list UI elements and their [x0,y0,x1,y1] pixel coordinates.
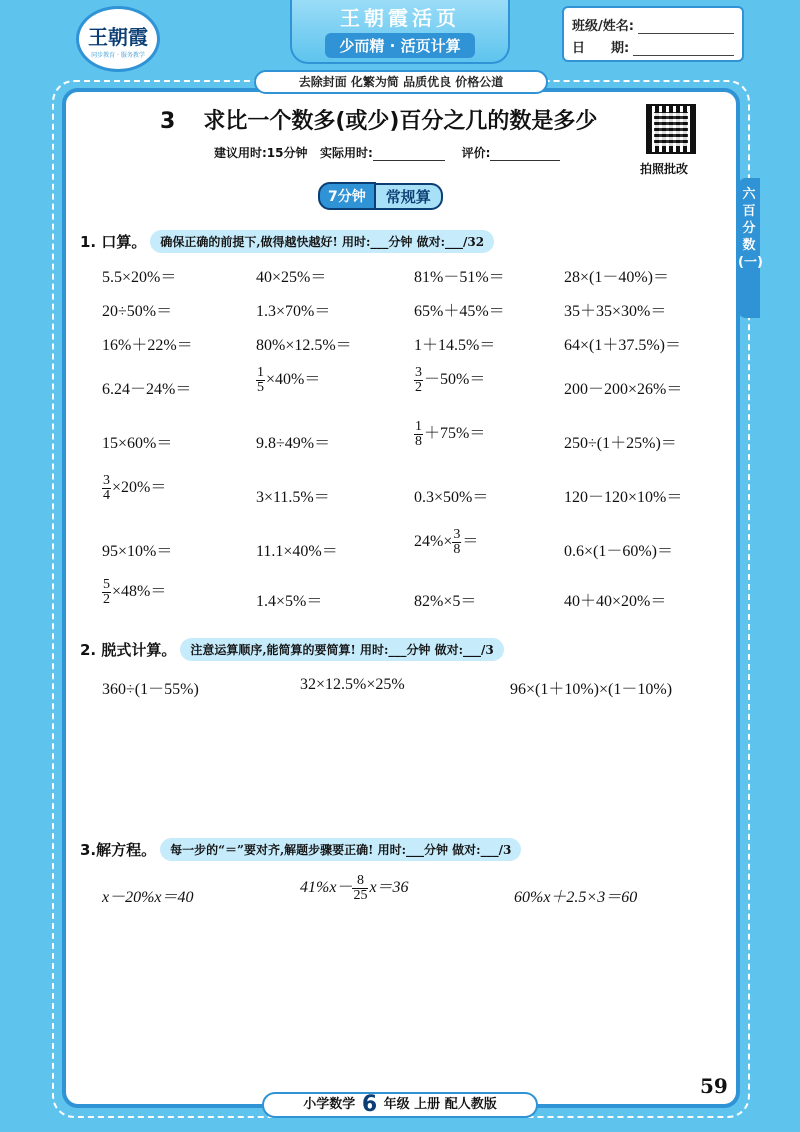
oral-problem: 24%× $\frac{3}{8}$ ＝ [414,527,479,557]
brand-subtitle: 少而精 · 活页计算 [325,33,474,58]
footer-subject: 小学数学 [303,1097,356,1112]
fraction: $\frac{8}{25}$ [353,873,368,903]
oral-problem: 9.8÷49%＝ [256,435,331,452]
equation: x－20%x＝40 [102,889,194,906]
fraction: $\frac{3}{8}$ [453,527,461,557]
qr-code-icon[interactable] [646,104,696,154]
oral-problem: 20÷50%＝ [102,303,173,320]
footer-edition: 年级 上册 配人教版 [383,1097,497,1112]
oral-problem: 120－120×10%＝ [564,489,683,506]
step-calc-problem: 360÷(1－55%) [102,681,199,698]
section-oral-tip: 确保正确的前提下,做得越快越好! 用时:___分钟 做对:___/32 [150,230,494,253]
section-step-tip: 注意运算顺序,能简算的要简算! 用时:___分钟 做对:___/3 [180,638,503,661]
lesson-title: 求比一个数多(或少)百分之几的数是多少 [203,109,598,134]
actual-time-label: 实际用时: [320,146,373,160]
class-name-field[interactable] [638,19,734,34]
oral-problem: 40×25%＝ [256,269,327,286]
section-equation-title: 3.解方程。 [80,841,157,859]
oral-problem: 1.4×5%＝ [256,593,323,610]
qr-label: 拍照批改 [640,162,689,176]
lesson-number: 3 [160,109,176,134]
oral-problem: 80%×12.5%＝ [256,337,352,354]
logo-text: 王朝霞 [88,25,148,49]
section-step-title: 2. 脱式计算。 [80,641,177,659]
oral-problem: 15×60%＝ [102,435,173,452]
badge-time: 7分钟 [318,182,376,210]
actual-time-field[interactable] [373,148,445,161]
section-equation-tip: 每一步的“＝”要对齐,解题步骤要正确! 用时:___分钟 做对:___/3 [160,838,521,861]
oral-problem: 64×(1＋37.5%)＝ [564,337,682,354]
oral-problem: 1.3×70%＝ [256,303,331,320]
step-calc-problem: 96×(1＋10%)×(1－10%) [510,681,673,698]
oral-problem: 65%＋45%＝ [414,303,505,320]
oral-problem: $\frac{3}{4}$ ×20%＝ [103,473,167,503]
fraction: $\frac{5}{2}$ [103,577,110,607]
suggested-time: 建议用时:15分钟 [214,146,308,160]
footer-banner [262,1092,538,1118]
oral-problem: 81%－51%＝ [414,269,505,286]
page-title [160,104,640,135]
date-field[interactable] [633,41,734,56]
page-number: 59 [700,1074,728,1098]
oral-problem: 0.3×50%＝ [414,489,489,506]
oral-problem: 82%×5＝ [414,593,477,610]
slogan-banner: 去除封面 化繁为简 品质优良 价格公道 [254,70,548,94]
section-step-header [80,638,504,661]
oral-problem: 1＋14.5%＝ [414,337,496,354]
oral-problem: $\frac{1}{5}$ ×40%＝ [257,365,321,395]
oral-problem: 11.1×40%＝ [256,543,338,560]
header-band [290,0,510,64]
oral-problem: 200－200×26%＝ [564,381,683,398]
fraction: $\frac{3}{2}$ [415,365,422,395]
student-info-box [562,6,744,62]
oral-problem: 6.24－24%＝ [102,381,192,398]
oral-problem: 5.5×20%＝ [102,269,177,286]
oral-problem: $\frac{5}{2}$ ×48%＝ [103,577,167,607]
fraction: $\frac{1}{8}$ [415,419,422,449]
oral-problem: $\frac{1}{8}$ ＋75%＝ [415,419,486,449]
section-oral-header [80,230,494,253]
oral-problem: 35＋35×30%＝ [564,303,667,320]
section-badge [318,184,443,208]
date-label: 日 期: [572,41,630,56]
brand-logo [76,6,160,72]
oral-problem: 3×11.5%＝ [256,489,330,506]
oral-problem: 95×10%＝ [102,543,173,560]
oral-problem: 40＋40×20%＝ [564,593,667,610]
badge-label: 常规算 [376,183,443,210]
chapter-side-tab: 六 百分数(一) [738,178,760,318]
oral-problem: 250÷(1＋25%)＝ [564,435,677,452]
evaluation-label: 评价: [461,146,491,160]
oral-problem: 16%＋22%＝ [102,337,193,354]
class-name-row [572,12,734,34]
equation: 60%x＋2.5×3＝60 [514,889,638,906]
section-oral-title: 1. 口算。 [80,233,147,251]
evaluation-field[interactable] [490,148,560,161]
fraction: $\frac{1}{5}$ [257,365,264,395]
equation: 41%x－ $\frac{8}{25}$ x＝36 [300,873,409,903]
section-equation-header [80,838,521,861]
oral-problem: $\frac{3}{2}$ －50%＝ [415,365,486,395]
brand-title: 王朝霞活页 [340,6,460,30]
footer-grade: 6 [361,1092,378,1117]
oral-problem: 0.6×(1－60%)＝ [564,543,674,560]
step-calc-problem: 32×12.5%×25% [300,676,405,693]
class-name-label: 班级/姓名: [572,19,634,34]
oral-problem: 28×(1－40%)＝ [564,269,670,286]
date-row [572,34,734,56]
fraction: $\frac{3}{4}$ [103,473,110,503]
logo-subtext: 同步教育 · 服务教学 [91,52,145,59]
timing-line [214,144,560,161]
